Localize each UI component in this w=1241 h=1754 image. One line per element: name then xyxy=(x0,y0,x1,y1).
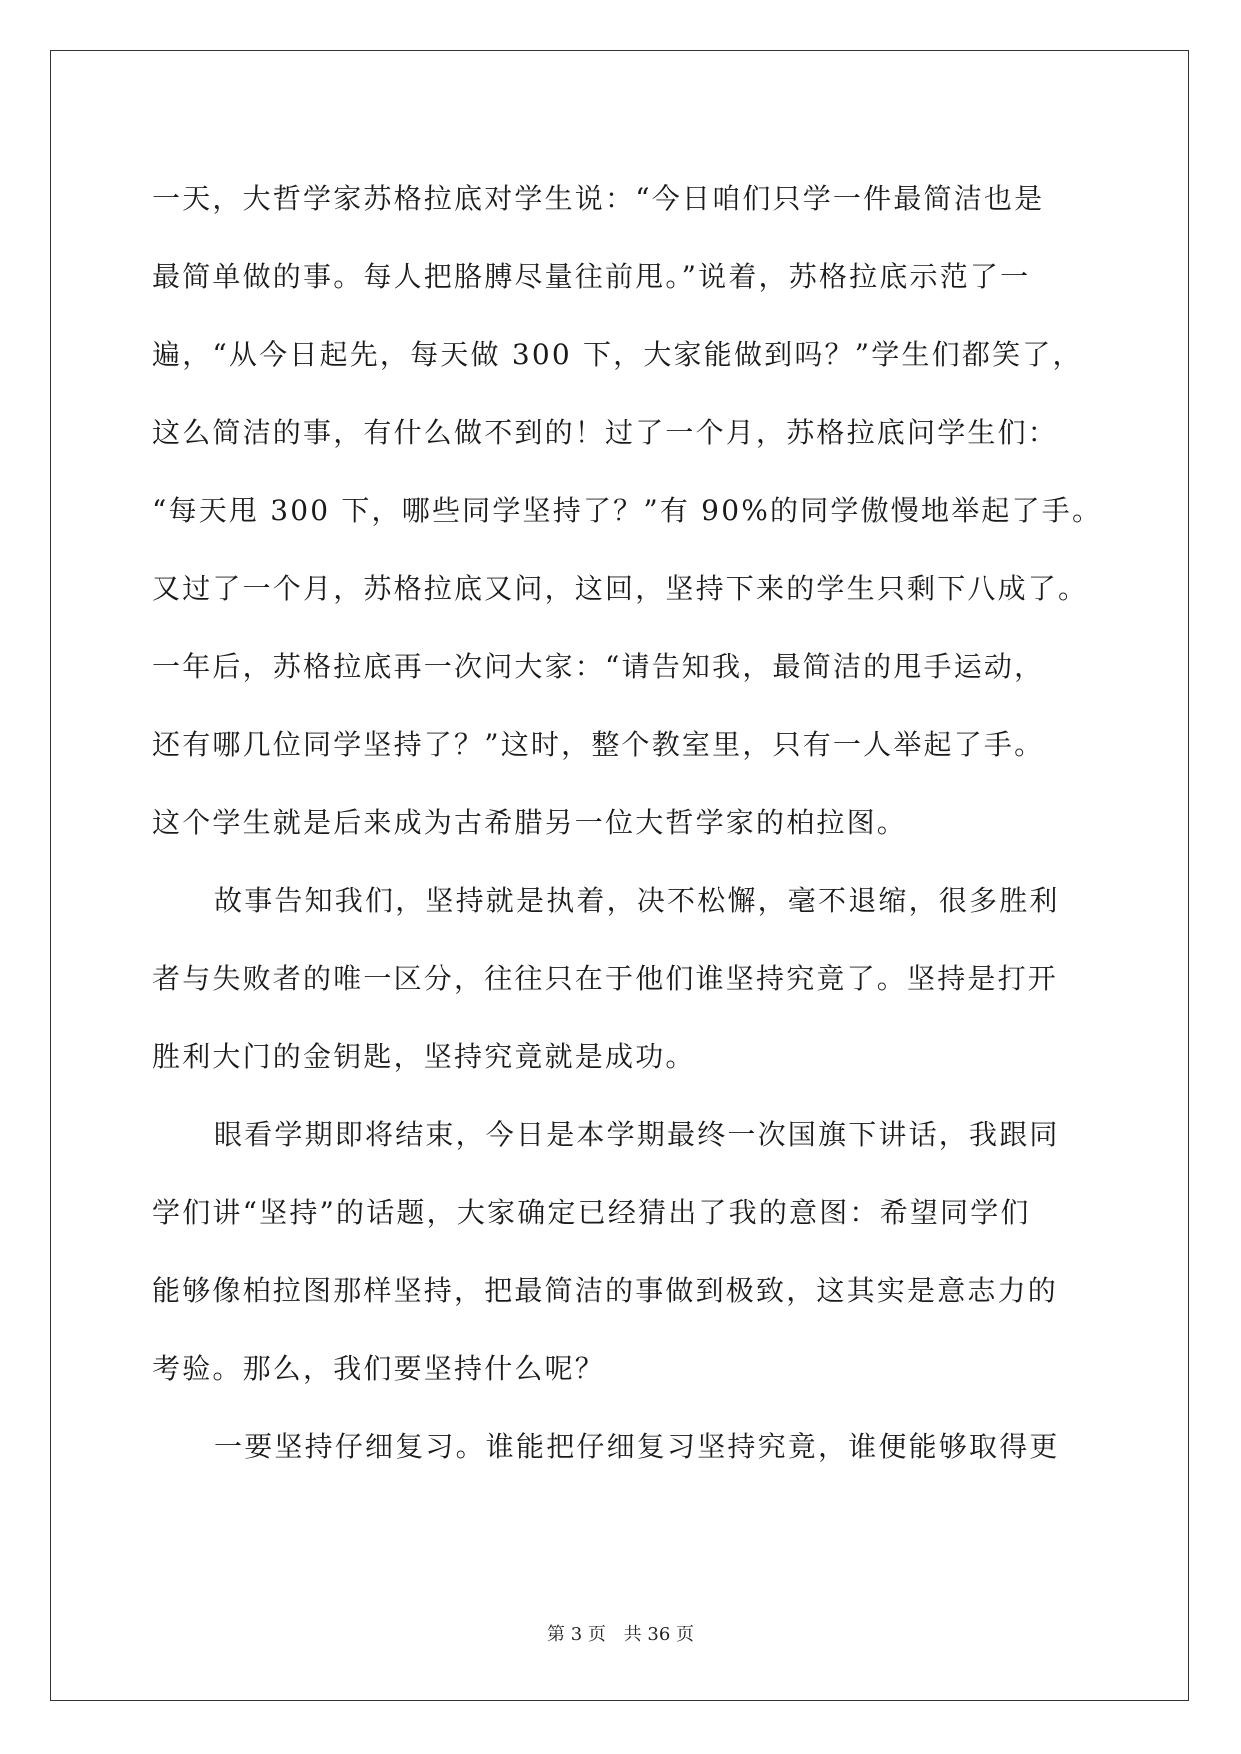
page-footer xyxy=(0,1620,1241,1646)
text-line-paragraph-start: 眼看学期即将结束，今日是本学期最终一次国旗下讲话，我跟同 xyxy=(214,1118,1060,1151)
text-line: 遍，“从今日起先，每天做 300 下，大家能做到吗？”学生们都笑了， xyxy=(152,338,1083,371)
text-line: 最简单做的事。每人把胳膊尽量往前甩。”说着，苏格拉底示范了一 xyxy=(152,260,1031,293)
text-line: 又过了一个月，苏格拉底又问，这回，坚持下来的学生只剩下八成了。 xyxy=(152,572,1089,605)
text-line: 这么简洁的事，有什么做不到的！过了一个月，苏格拉底问学生们： xyxy=(152,416,1059,449)
text-line: 一年后，苏格拉底再一次问大家：“请告知我，最简洁的甩手运动， xyxy=(152,650,1045,683)
text-line: 这个学生就是后来成为古希腊另一位大哲学家的柏拉图。 xyxy=(152,806,908,839)
text-line: 学们讲“坚持”的话题，大家确定已经猜出了我的意图：希望同学们 xyxy=(152,1196,1031,1229)
page-number: 第 3 页 xyxy=(547,1624,606,1645)
text-line: 者与失败者的唯一区分，往往只在于他们谁坚持究竟了。坚持是打开 xyxy=(152,962,1059,995)
total-pages: 共 36 页 xyxy=(623,1624,694,1645)
text-line-paragraph-start: 故事告知我们，坚持就是执着，决不松懈，毫不退缩，很多胜利 xyxy=(214,884,1060,917)
text-line: 一天，大哲学家苏格拉底对学生说：“今日咱们只学一件最简洁也是 xyxy=(152,182,1045,215)
text-line: 考验。那么，我们要坚持什么呢？ xyxy=(152,1352,606,1385)
text-line: “每天甩 300 下，哪些同学坚持了？”有 90%的同学傲慢地举起了手。 xyxy=(152,494,1103,527)
document-body xyxy=(152,160,1102,1486)
text-line: 还有哪几位同学坚持了？”这时，整个教室里，只有一人举起了手。 xyxy=(152,728,1045,761)
text-line-paragraph-start: 一要坚持仔细复习。谁能把仔细复习坚持究竟，谁便能够取得更 xyxy=(214,1430,1060,1463)
text-line: 能够像柏拉图那样坚持，把最简洁的事做到极致，这其实是意志力的 xyxy=(152,1274,1059,1307)
text-line: 胜利大门的金钥匙，坚持究竟就是成功。 xyxy=(152,1040,696,1073)
